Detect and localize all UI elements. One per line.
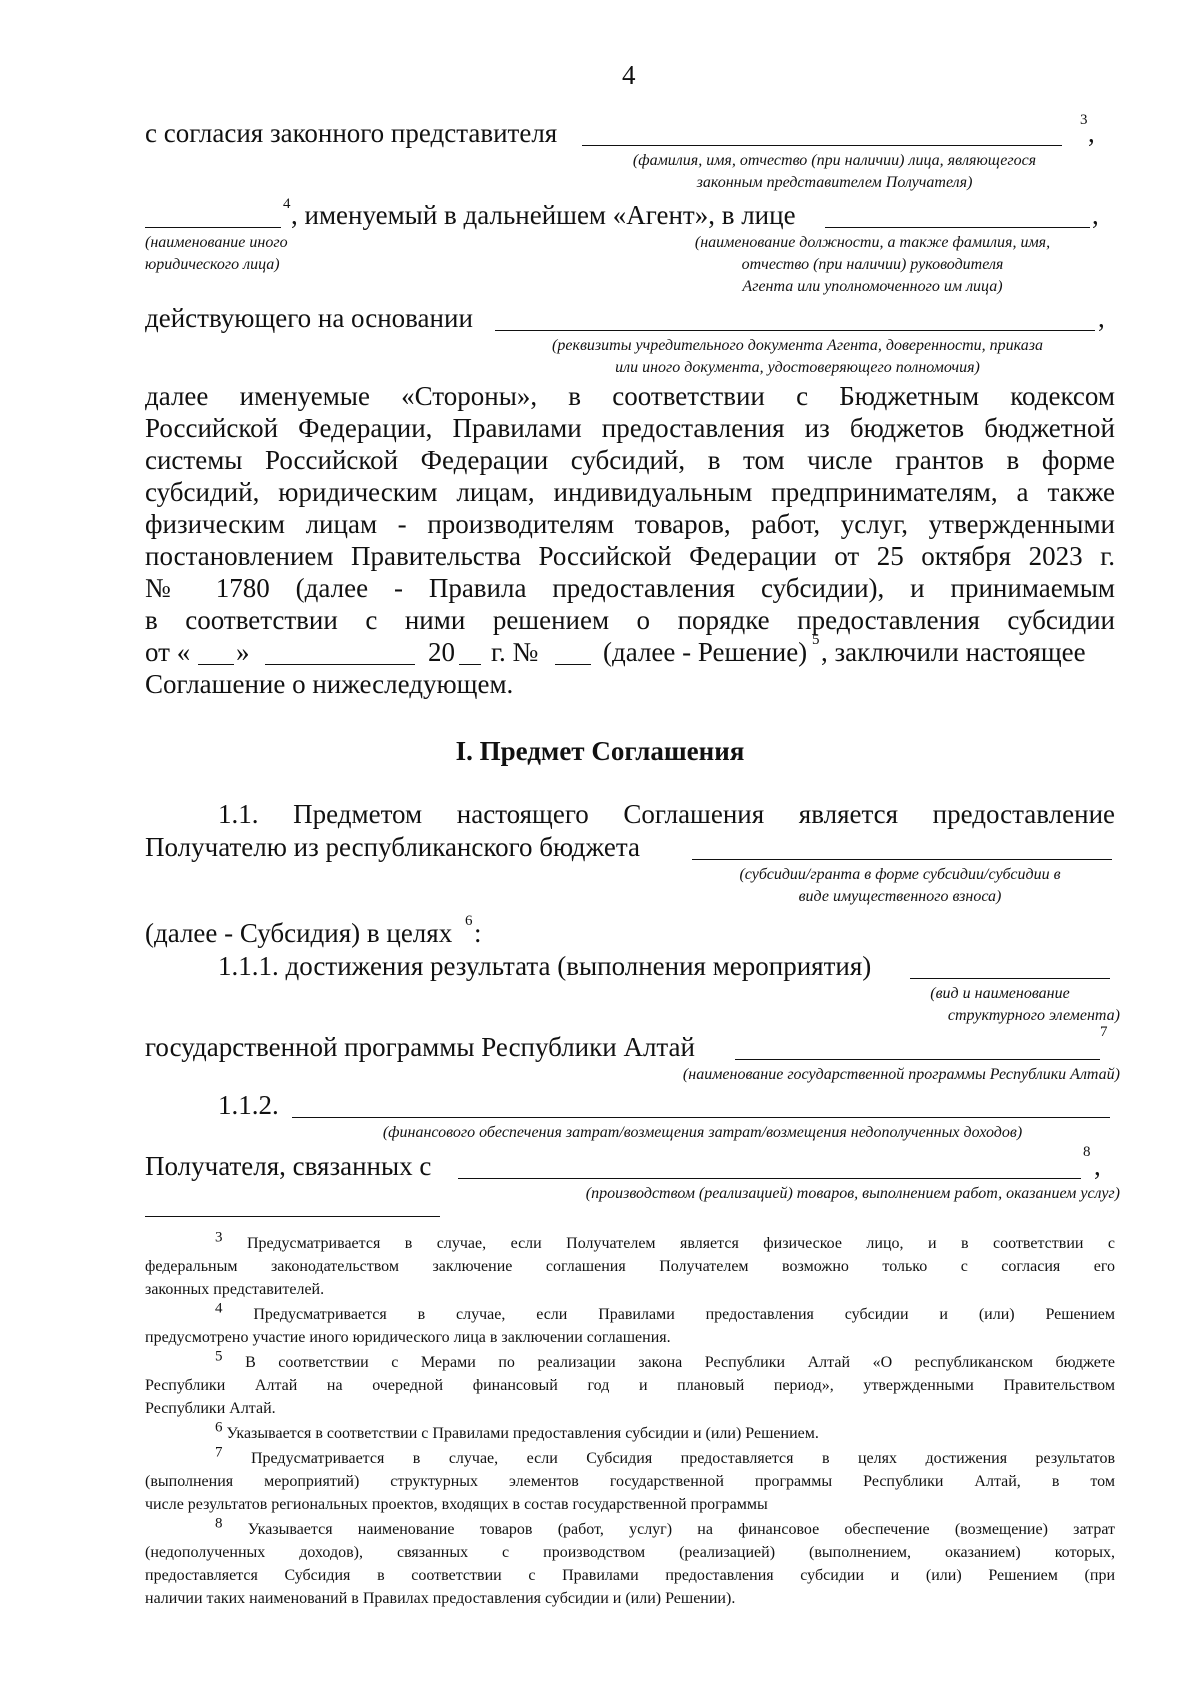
footnote-8-line: (недополученных доходов), связанных с производством (реализацией) (выполнением, оказанием) которых,: [145, 1544, 1115, 1561]
footnote-6-line: $^6$ Указывается в соответствии с Правилами предоставления субсидии и (или) Решением.: [215, 1419, 819, 1442]
basis-hint-1: (реквизиты учредительного документа Агента, доверенности, приказа: [552, 337, 1043, 354]
representative-label: с согласия законного представителя: [145, 118, 558, 148]
preamble-line: субсидий, юридическим лицам, индивидуальным предпринимателям, а также: [145, 477, 1115, 507]
date-prefix: от «: [145, 637, 191, 667]
preamble-line: № 1780 (далее - Правила предоставления субсидии), и принимаемым: [145, 573, 1115, 603]
structural-element-hint-1: (вид и наименование: [930, 985, 1070, 1002]
preamble-line: физическим лицам - производителям товаров, работ, услуг, утвержденными: [145, 509, 1115, 539]
footnote-8-line: предоставляется Субсидия в соответствии с Правилами предоставления субсидии и (или) Решением (при: [145, 1567, 1115, 1584]
footnote-3-line: законных представителей.: [145, 1281, 325, 1298]
subsidy-type-blank[interactable]: [692, 859, 1112, 860]
number-label: г. №: [491, 637, 539, 667]
footnote-5-line: Республики Алтай.: [145, 1400, 276, 1417]
state-program-hint: (наименование государственной программы Республики Алтай): [682, 1066, 1120, 1083]
clause-1-1-1-line: государственной программы Республики Алтай: [145, 1032, 695, 1062]
preamble-line: постановлением Правительства Российской Федерации от 25 октября 2023 г.: [145, 541, 1115, 571]
goods-services-hint: (производством (реализацией) товаров, выполнением работ, оказанием услуг): [585, 1185, 1120, 1202]
structural-element-hint-2: структурного элемента): [947, 1007, 1120, 1024]
colon: :: [474, 918, 482, 948]
agent-text: , именуемый в дальнейшем «Агент», в лице: [291, 200, 796, 230]
month-blank[interactable]: [265, 664, 415, 665]
decision-ref: (далее - Решение): [603, 637, 808, 667]
clause-1-1-2: 1.1.2.: [218, 1090, 279, 1120]
representative-blank[interactable]: [582, 145, 1062, 146]
footnote-ref-6[interactable]: 6: [465, 913, 473, 929]
footnote-7-line: (выполнения мероприятий) структурных элементов государственной программы Республики Алтай, в том: [145, 1473, 1115, 1490]
footnote-ref-8[interactable]: 8: [1083, 1144, 1091, 1160]
number-blank[interactable]: [555, 664, 591, 665]
other-entity-hint-1: (наименование иного: [145, 234, 288, 251]
comma: ,: [1098, 303, 1105, 333]
date-quote: »: [236, 637, 250, 667]
comma: ,: [1094, 1151, 1101, 1181]
footnote-5-line: $^5$ В соответствии с Мерами по реализации закона Республики Алтай «О республиканском бюджете: [215, 1348, 1116, 1371]
footnote-8-line: $^8$ Указывается наименование товаров (работ, услуг) на финансовое обеспечение (возмещение) затрат: [215, 1515, 1115, 1538]
year-blank[interactable]: [459, 664, 481, 665]
clause-1-1-line: 1.1. Предметом настоящего Соглашения является предоставление: [218, 799, 1115, 829]
preamble-line: далее именуемые «Стороны», в соответствии с Бюджетным кодексом: [145, 381, 1115, 411]
cost-type-hint: (финансового обеспечения затрат/возмещения затрат/возмещения недополученных доходов): [382, 1124, 1023, 1141]
structural-element-blank[interactable]: [910, 978, 1110, 979]
agent-hint-1: (наименование должности, а также фамилия, имя,: [694, 234, 1051, 251]
basis-hint-2: или иного документа, удостоверяющего полномочия): [615, 359, 980, 376]
page-number: 4: [622, 60, 636, 90]
comma: ,: [1088, 118, 1095, 148]
representative-hint-1: (фамилия, имя, отчество (при наличии) лица, являющегося: [632, 152, 1037, 169]
basis-label: действующего на основании: [145, 303, 473, 333]
preamble-line: системы Российской Федерации субсидий, в том числе грантов в форме: [145, 445, 1115, 475]
subsidy-type-hint-2: виде имущественного взноса): [798, 888, 1002, 905]
agent-hint-2: отчество (при наличии) руководителя: [741, 256, 1004, 273]
footnote-5-line: Республики Алтай на очередной финансовый год и плановый период», утвержденными Правительством: [145, 1377, 1115, 1394]
footnote-ref-7[interactable]: 7: [1100, 1024, 1108, 1040]
basis-blank[interactable]: [495, 330, 1095, 331]
footnote-7-line: $^7$ Предусматривается в случае, если Субсидия предоставляется в целях достижения результатов: [215, 1444, 1116, 1467]
agent-representative-blank[interactable]: [825, 227, 1090, 228]
preamble-line: в соответствии с ними решением о порядке предоставления субсидии: [145, 605, 1115, 635]
preamble-line: Соглашение о нижеследующем.: [145, 669, 514, 699]
clause-1-1-1: 1.1.1. достижения результата (выполнения мероприятия): [218, 951, 872, 981]
year-prefix: 20: [428, 637, 455, 667]
footnote-4-line: предусмотрено участие иного юридического лица в заключении соглашения.: [145, 1329, 671, 1346]
section-title: I. Предмет Соглашения: [455, 736, 745, 766]
preamble-line: Российской Федерации, Правилами предоставления из бюджетов бюджетной: [145, 413, 1115, 443]
goods-services-blank[interactable]: [458, 1178, 1081, 1179]
cost-type-blank[interactable]: [292, 1117, 1110, 1118]
agent-hint-3: Агента или уполномоченного им лица): [742, 278, 1003, 295]
decision-tail: , заключили настоящее: [821, 637, 1086, 667]
footnote-ref-5[interactable]: 5: [812, 632, 820, 648]
clause-1-1-2-line: Получателя, связанных с: [145, 1151, 432, 1181]
subsidy-type-hint-1: (субсидии/гранта в форме субсидии/субсидии в: [739, 866, 1061, 883]
footnote-3-line: федеральным законодательством заключение соглашения Получателем возможно только с согласия его: [145, 1258, 1115, 1275]
day-blank[interactable]: [198, 664, 234, 665]
state-program-blank[interactable]: [735, 1059, 1100, 1060]
representative-hint-2: законным представителем Получателя): [696, 174, 973, 191]
other-entity-blank[interactable]: [145, 227, 281, 228]
footnote-8-line: наличии таких наименований в Правилах предоставления субсидии и (или) Решении).: [145, 1590, 736, 1607]
footnote-3-line: $^3$ Предусматривается в случае, если Получателем является физическое лицо, и в соответствии с: [215, 1229, 1116, 1252]
comma: ,: [1092, 200, 1099, 230]
footnote-ref-4[interactable]: 4: [283, 196, 291, 212]
footnote-4-line: $^4$ Предусматривается в случае, если Правилами предоставления субсидии и (или) Решением: [215, 1300, 1116, 1323]
other-entity-hint-2: юридического лица): [145, 256, 280, 273]
footnote-ref-3[interactable]: 3: [1080, 112, 1088, 128]
clause-1-1-line: (далее - Субсидия) в целях: [145, 918, 453, 948]
footnote-7-line: числе результатов региональных проектов, входящих в состав государственной программы: [145, 1496, 768, 1513]
footnote-separator: [145, 1216, 440, 1217]
clause-1-1-line: Получателю из республиканского бюджета: [145, 832, 640, 862]
